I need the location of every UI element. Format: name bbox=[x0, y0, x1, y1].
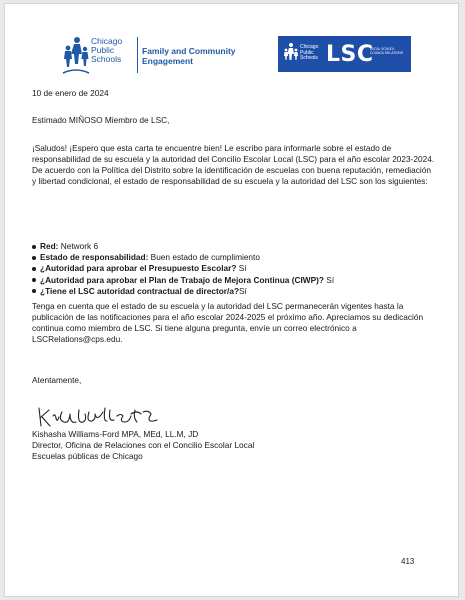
list-item bbox=[32, 286, 437, 297]
lsc-logo-subtitle: LOCAL SCHOOL COUNCIL RELATIONS bbox=[370, 47, 403, 55]
signer-block bbox=[32, 429, 437, 462]
department-name-line-2: Engagement bbox=[142, 56, 194, 66]
letter-greeting: Estimado MIÑOSO Miembro de LSC, bbox=[32, 115, 170, 125]
bullet-value: Sí bbox=[238, 263, 247, 274]
list-item bbox=[32, 275, 437, 286]
lsc-cps-line-1: Chicago bbox=[300, 44, 319, 50]
cps-logo-text bbox=[91, 37, 122, 64]
page-number: 413 bbox=[401, 557, 415, 566]
signer-organization: Escuelas públicas de Chicago bbox=[32, 451, 143, 461]
signature-image bbox=[35, 402, 165, 432]
list-item bbox=[32, 263, 437, 274]
closing-paragraph: Tenga en cuenta que el estado de su escuela y la autoridad del LSC permanecerán vigentes hasta la publicación de las notificaciones para el año escolar 2024-2025 el próximo año. Apreciamos su dedicación continua como miembro de LSC. Si tiene alguna pregunta, envíe un correo electrónico a LSCRelations@cps.edu. bbox=[32, 301, 424, 344]
bullet-label: ¿Autoridad para aprobar el Plan de Trabajo de Mejora Continua (CIWP)? bbox=[40, 274, 324, 285]
bullet-value: Buen estado de cumplimiento bbox=[150, 252, 260, 263]
lsc-cps-text bbox=[300, 45, 318, 62]
header-divider bbox=[137, 37, 138, 73]
status-list bbox=[32, 241, 437, 297]
list-item bbox=[32, 241, 437, 252]
sign-off: Atentamente, bbox=[32, 375, 82, 385]
lsc-cps-line-3: Schools bbox=[300, 55, 318, 61]
cps-logo bbox=[61, 35, 135, 77]
intro-paragraph: ¡Saludos! ¡Espero que esta carta te encuentre bien! Le escribo para informarle sobre el estado de responsabilidad de su escuela y la autoridad del Concilio Escolar Local (LSC) para el año escolar 2023-2024. De acuerdo con la Política del Distrito sobre la identificación de escuelas con buena reputación, remediación y libertad condicional, el estado de responsabilidad de su escuela y la autoridad del LSC son los siguientes: bbox=[32, 143, 435, 186]
bullet-label: Red: bbox=[40, 241, 59, 251]
department-name bbox=[142, 46, 236, 66]
letter-date: 10 de enero de 2024 bbox=[32, 88, 109, 98]
bullet-label: Estado de responsabilidad: bbox=[40, 252, 149, 263]
letter-page bbox=[4, 3, 459, 597]
cps-logo-line-1: Chicago bbox=[91, 36, 123, 46]
cps-logo-line-3: Schools bbox=[91, 54, 122, 64]
bullet-value: Sí bbox=[239, 285, 247, 296]
lsc-logo bbox=[278, 36, 411, 72]
signer-title: Director, Oficina de Relaciones con el Concilio Escolar Local bbox=[32, 440, 255, 450]
cps-figures-icon bbox=[61, 35, 91, 77]
list-item bbox=[32, 252, 437, 263]
signer-name: Kishasha Williams-Ford MPA, MEd, LL.M, JD bbox=[32, 429, 199, 439]
bullet-label: ¿Tiene el LSC autoridad contractual de director/a? bbox=[40, 285, 240, 296]
department-name-line-1: Family and Community bbox=[142, 46, 236, 56]
bullet-value: Network 6 bbox=[60, 241, 99, 251]
cps-logo-line-2: Public bbox=[91, 45, 115, 55]
lsc-logo-title: LSC bbox=[326, 42, 374, 67]
lsc-cps-figures-icon bbox=[283, 42, 299, 66]
bullet-label: ¿Autoridad para aprobar el Presupuesto Escolar? bbox=[40, 263, 237, 274]
bullet-value: Sí bbox=[326, 274, 335, 285]
lsc-cps-line-2: Public bbox=[300, 49, 314, 56]
